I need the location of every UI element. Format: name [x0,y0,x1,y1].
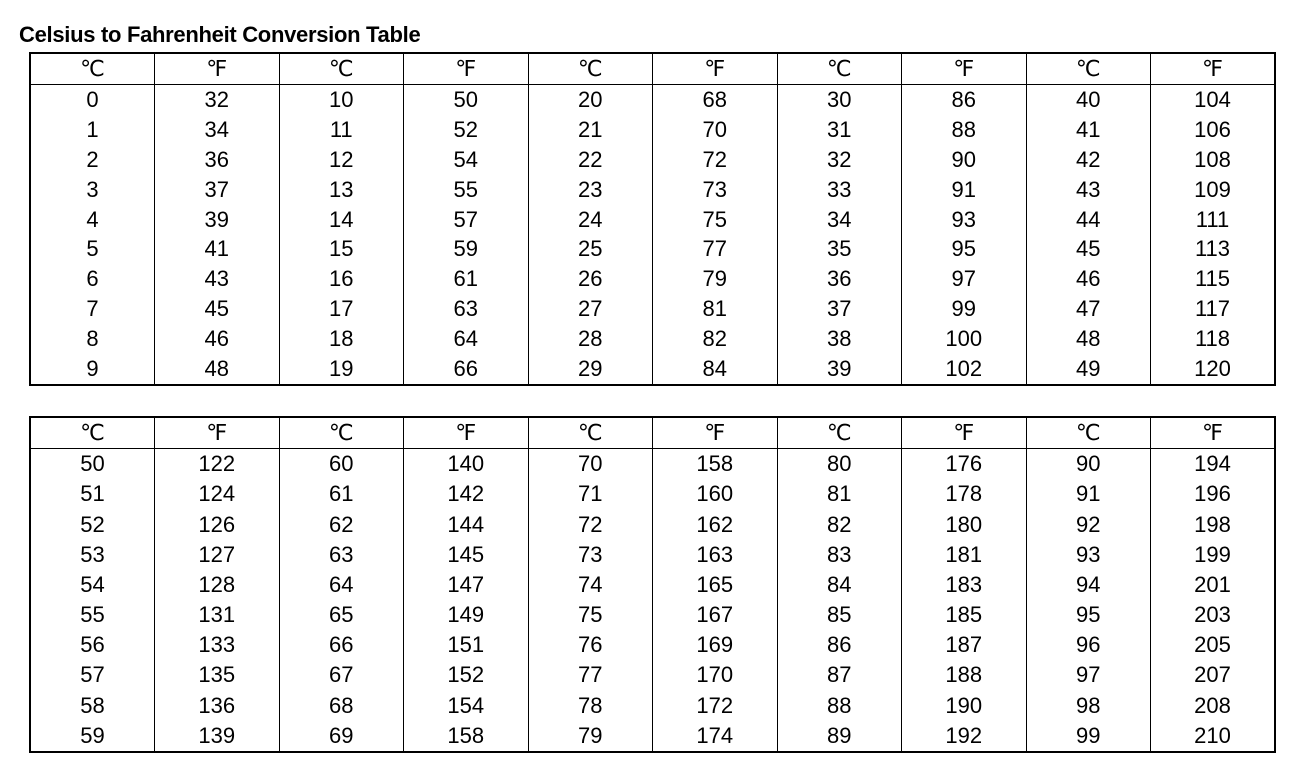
celsius-cell: 26 [528,264,653,294]
celsius-cell: 81 [777,479,902,509]
celsius-cell: 99 [1026,721,1151,752]
celsius-cell: 86 [777,630,902,660]
celsius-cell: 78 [528,690,653,720]
celsius-cell: 59 [80,722,105,748]
fahrenheit-cell: 86 [902,85,1027,115]
celsius-cell: 54 [80,571,105,597]
celsius-cell: 29 [528,354,653,385]
fahrenheit-cell: 70 [653,115,778,145]
table-row [30,324,1275,354]
fahrenheit-cell: 126 [155,509,280,539]
celsius-cell: 66 [279,630,404,660]
celsius-cell: 94 [1026,570,1151,600]
fahrenheit-cell: 158 [404,721,529,752]
celsius-cell: 92 [1026,509,1151,539]
celsius-cell: 35 [777,234,902,264]
celsius-cell: 49 [1026,354,1151,385]
fahrenheit-cell: 207 [1151,660,1276,690]
table-row [30,630,1275,660]
fahrenheit-cell: 180 [902,509,1027,539]
celsius-cell: 42 [1026,145,1151,175]
table-row [30,509,1275,539]
celsius-cell: 25 [528,234,653,264]
fahrenheit-cell: 104 [1151,85,1276,115]
celsius-cell: 95 [1026,600,1151,630]
celsius-cell: 20 [528,85,653,115]
fahrenheit-cell: 163 [653,540,778,570]
fahrenheit-cell: 79 [653,264,778,294]
fahrenheit-cell: 41 [155,234,280,264]
celsius-column-header: ℃ [30,417,155,449]
fahrenheit-cell: 151 [404,630,529,660]
fahrenheit-cell: 136 [155,690,280,720]
fahrenheit-cell: 162 [653,509,778,539]
fahrenheit-cell: 36 [155,145,280,175]
page-title: Celsius to Fahrenheit Conversion Table [19,22,421,47]
fahrenheit-cell: 43 [155,264,280,294]
fahrenheit-cell: 144 [404,509,529,539]
celsius-cell: 38 [777,324,902,354]
fahrenheit-cell: 95 [902,234,1027,264]
celsius-cell: 47 [1026,294,1151,324]
fahrenheit-column-header: ℉ [404,417,529,449]
fahrenheit-cell: 84 [653,354,778,385]
celsius-cell: 5 [86,236,99,262]
fahrenheit-cell: 64 [404,324,529,354]
fahrenheit-cell: 178 [902,479,1027,509]
celsius-cell: 30 [777,85,902,115]
fahrenheit-cell: 122 [155,449,280,480]
fahrenheit-cell: 176 [902,449,1027,480]
celsius-cell: 87 [777,660,902,690]
celsius-cell: 7 [86,296,99,322]
celsius-cell: 18 [279,324,404,354]
celsius-cell: 24 [528,205,653,235]
fahrenheit-cell: 154 [404,690,529,720]
celsius-cell: 85 [777,600,902,630]
fahrenheit-cell: 133 [155,630,280,660]
celsius-cell: 76 [528,630,653,660]
fahrenheit-cell: 73 [653,175,778,205]
fahrenheit-cell: 52 [404,115,529,145]
fahrenheit-cell: 135 [155,660,280,690]
celsius-cell: 1 [86,116,99,142]
celsius-cell: 28 [528,324,653,354]
fahrenheit-cell: 118 [1151,324,1276,354]
celsius-cell: 65 [279,600,404,630]
fahrenheit-column-header: ℉ [155,53,280,85]
fahrenheit-cell: 81 [653,294,778,324]
table-row [30,175,1275,205]
fahrenheit-cell: 140 [404,449,529,480]
fahrenheit-cell: 142 [404,479,529,509]
fahrenheit-cell: 93 [902,205,1027,235]
celsius-cell: 9 [86,355,99,381]
fahrenheit-cell: 208 [1151,690,1276,720]
fahrenheit-cell: 196 [1151,479,1276,509]
celsius-cell: 67 [279,660,404,690]
celsius-cell: 69 [279,721,404,752]
fahrenheit-column-header: ℉ [653,53,778,85]
table-row [30,660,1275,690]
fahrenheit-cell: 63 [404,294,529,324]
celsius-cell: 11 [279,115,404,145]
celsius-cell: 58 [80,692,105,718]
celsius-column-header: ℃ [777,53,902,85]
celsius-cell: 39 [777,354,902,385]
fahrenheit-cell: 198 [1151,509,1276,539]
celsius-cell: 12 [279,145,404,175]
table-row [30,85,1275,115]
celsius-cell: 72 [528,509,653,539]
fahrenheit-cell: 37 [155,175,280,205]
celsius-cell: 34 [777,205,902,235]
fahrenheit-column-header: ℉ [1151,417,1276,449]
table-row [30,721,1275,752]
fahrenheit-cell: 128 [155,570,280,600]
celsius-cell: 50 [80,451,105,477]
celsius-cell: 84 [777,570,902,600]
celsius-cell: 61 [279,479,404,509]
fahrenheit-cell: 82 [653,324,778,354]
celsius-column-header: ℃ [1026,417,1151,449]
fahrenheit-cell: 174 [653,721,778,752]
celsius-cell: 45 [1026,234,1151,264]
table-row [30,479,1275,509]
celsius-cell: 41 [1026,115,1151,145]
header-row [30,53,1275,85]
fahrenheit-cell: 210 [1151,721,1276,752]
celsius-cell: 32 [777,145,902,175]
celsius-cell: 10 [279,85,404,115]
celsius-cell: 97 [1026,660,1151,690]
celsius-column-header: ℃ [1026,53,1151,85]
fahrenheit-cell: 61 [404,264,529,294]
celsius-cell: 19 [279,354,404,385]
celsius-cell: 33 [777,175,902,205]
celsius-cell: 16 [279,264,404,294]
celsius-cell: 71 [528,479,653,509]
celsius-cell: 63 [279,540,404,570]
celsius-cell: 13 [279,175,404,205]
fahrenheit-cell: 54 [404,145,529,175]
celsius-cell: 88 [777,690,902,720]
celsius-cell: 83 [777,540,902,570]
fahrenheit-cell: 91 [902,175,1027,205]
fahrenheit-cell: 77 [653,234,778,264]
table-row [30,540,1275,570]
table-row [30,145,1275,175]
celsius-cell: 91 [1026,479,1151,509]
fahrenheit-cell: 102 [902,354,1027,385]
celsius-cell: 14 [279,205,404,235]
celsius-column-header: ℃ [30,53,155,85]
fahrenheit-cell: 48 [155,354,280,385]
table-row [30,354,1275,385]
conversion-table-0-49 [29,52,1276,386]
celsius-cell: 15 [279,234,404,264]
fahrenheit-cell: 100 [902,324,1027,354]
fahrenheit-cell: 120 [1151,354,1276,385]
fahrenheit-cell: 187 [902,630,1027,660]
celsius-cell: 22 [528,145,653,175]
fahrenheit-cell: 124 [155,479,280,509]
celsius-cell: 27 [528,294,653,324]
celsius-cell: 46 [1026,264,1151,294]
celsius-cell: 64 [279,570,404,600]
celsius-cell: 21 [528,115,653,145]
fahrenheit-cell: 169 [653,630,778,660]
fahrenheit-cell: 167 [653,600,778,630]
celsius-column-header: ℃ [528,53,653,85]
table-row [30,600,1275,630]
celsius-cell: 43 [1026,175,1151,205]
fahrenheit-column-header: ℉ [902,417,1027,449]
table-row [30,234,1275,264]
celsius-cell: 4 [86,206,99,232]
fahrenheit-cell: 170 [653,660,778,690]
fahrenheit-cell: 50 [404,85,529,115]
table-row [30,690,1275,720]
celsius-cell: 75 [528,600,653,630]
celsius-cell: 8 [86,326,99,351]
fahrenheit-cell: 183 [902,570,1027,600]
fahrenheit-cell: 205 [1151,630,1276,660]
celsius-cell: 0 [86,86,99,112]
fahrenheit-cell: 165 [653,570,778,600]
celsius-cell: 89 [777,721,902,752]
celsius-cell: 53 [80,541,105,567]
fahrenheit-cell: 172 [653,690,778,720]
fahrenheit-cell: 185 [902,600,1027,630]
fahrenheit-cell: 45 [155,294,280,324]
celsius-column-header: ℃ [279,417,404,449]
celsius-cell: 90 [1026,449,1151,480]
fahrenheit-cell: 199 [1151,540,1276,570]
fahrenheit-cell: 127 [155,540,280,570]
fahrenheit-cell: 201 [1151,570,1276,600]
celsius-cell: 56 [80,632,105,658]
table-row [30,115,1275,145]
fahrenheit-column-header: ℉ [404,53,529,85]
fahrenheit-cell: 55 [404,175,529,205]
celsius-cell: 62 [279,509,404,539]
table-row [30,264,1275,294]
celsius-cell: 40 [1026,85,1151,115]
fahrenheit-cell: 39 [155,205,280,235]
fahrenheit-cell: 160 [653,479,778,509]
fahrenheit-cell: 181 [902,540,1027,570]
celsius-column-header: ℃ [528,417,653,449]
celsius-cell: 52 [80,511,105,537]
fahrenheit-cell: 115 [1151,264,1276,294]
celsius-cell: 57 [80,662,105,688]
celsius-cell: 31 [777,115,902,145]
celsius-cell: 60 [279,449,404,480]
celsius-cell: 74 [528,570,653,600]
fahrenheit-cell: 108 [1151,145,1276,175]
fahrenheit-cell: 88 [902,115,1027,145]
fahrenheit-column-header: ℉ [902,53,1027,85]
celsius-cell: 37 [777,294,902,324]
fahrenheit-cell: 57 [404,205,529,235]
celsius-cell: 93 [1026,540,1151,570]
celsius-cell: 3 [86,176,99,202]
fahrenheit-cell: 147 [404,570,529,600]
fahrenheit-cell: 111 [1151,205,1276,235]
celsius-cell: 96 [1026,630,1151,660]
fahrenheit-column-header: ℉ [155,417,280,449]
conversion-table-50-99 [29,416,1276,753]
fahrenheit-cell: 194 [1151,449,1276,480]
celsius-cell: 44 [1026,205,1151,235]
table-row [30,205,1275,235]
fahrenheit-cell: 158 [653,449,778,480]
celsius-cell: 2 [86,146,99,172]
fahrenheit-cell: 149 [404,600,529,630]
celsius-cell: 48 [1026,324,1151,354]
celsius-column-header: ℃ [777,417,902,449]
fahrenheit-cell: 99 [902,294,1027,324]
fahrenheit-cell: 152 [404,660,529,690]
fahrenheit-cell: 145 [404,540,529,570]
fahrenheit-cell: 90 [902,145,1027,175]
fahrenheit-cell: 117 [1151,294,1276,324]
fahrenheit-cell: 131 [155,600,280,630]
fahrenheit-cell: 139 [155,721,280,752]
table-row [30,570,1275,600]
fahrenheit-cell: 68 [653,85,778,115]
fahrenheit-cell: 34 [155,115,280,145]
celsius-cell: 17 [279,294,404,324]
celsius-cell: 51 [80,481,105,507]
fahrenheit-cell: 46 [155,324,280,354]
header-row [30,417,1275,449]
fahrenheit-cell: 97 [902,264,1027,294]
celsius-cell: 80 [777,449,902,480]
fahrenheit-cell: 66 [404,354,529,385]
fahrenheit-cell: 188 [902,660,1027,690]
table-row [30,449,1275,480]
fahrenheit-cell: 113 [1151,234,1276,264]
fahrenheit-cell: 59 [404,234,529,264]
celsius-cell: 70 [528,449,653,480]
fahrenheit-cell: 109 [1151,175,1276,205]
fahrenheit-column-header: ℉ [653,417,778,449]
fahrenheit-cell: 75 [653,205,778,235]
celsius-cell: 77 [528,660,653,690]
fahrenheit-cell: 192 [902,721,1027,752]
celsius-cell: 98 [1026,690,1151,720]
table-row [30,294,1275,324]
celsius-cell: 55 [80,602,105,628]
fahrenheit-cell: 203 [1151,600,1276,630]
fahrenheit-cell: 106 [1151,115,1276,145]
fahrenheit-cell: 32 [155,85,280,115]
fahrenheit-column-header: ℉ [1151,53,1276,85]
celsius-cell: 73 [528,540,653,570]
celsius-cell: 82 [777,509,902,539]
celsius-cell: 79 [528,721,653,752]
celsius-cell: 23 [528,175,653,205]
celsius-cell: 68 [279,690,404,720]
celsius-cell: 6 [86,266,99,292]
celsius-cell: 36 [777,264,902,294]
celsius-column-header: ℃ [279,53,404,85]
fahrenheit-cell: 72 [653,145,778,175]
fahrenheit-cell: 190 [902,690,1027,720]
